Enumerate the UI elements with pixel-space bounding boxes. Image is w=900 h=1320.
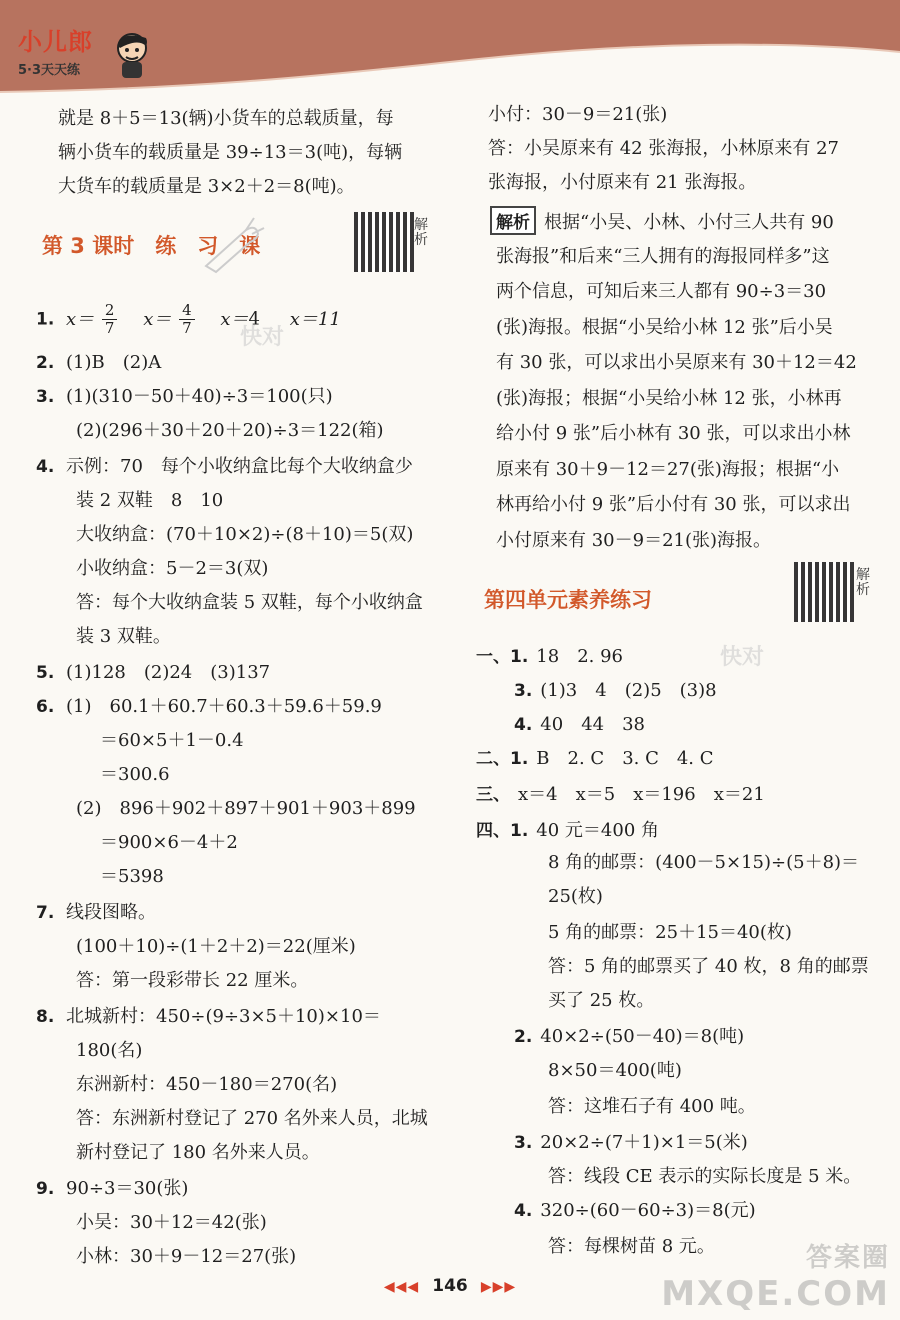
question-number: 三、 [476, 785, 510, 805]
right-text-line: 小付：30－9＝21(张) [488, 104, 668, 125]
answer-text: ＝5398 [100, 866, 164, 887]
answer-value: x＝11 [289, 308, 341, 330]
analysis-text-line: (张)海报；根据“小吴给小林 12 张，小林再 [496, 387, 842, 409]
answer-text: 买了 25 枚。 [548, 990, 655, 1011]
answer-line [36, 348, 161, 374]
answer-line [36, 520, 413, 546]
question-number: 9. [36, 1179, 55, 1199]
analysis-text-line: 张海报”和后来“三人拥有的海报同样多”这 [496, 245, 830, 267]
answer-line [36, 794, 416, 820]
answer-text: 18 2. 96 [536, 646, 624, 667]
answer-line [36, 554, 268, 580]
answer-line [548, 952, 869, 978]
answer-text: ＝900×6－4＋2 [100, 832, 238, 853]
answer-line [36, 588, 423, 614]
answer-text: 小林：30＋9－12＝27(张) [76, 1246, 297, 1267]
x-var: x＝ [66, 308, 95, 330]
brand-logo [18, 22, 93, 78]
left-text-line: 辆小货车的载质量是 39÷13＝3(吨)，每辆 [58, 142, 403, 163]
answer-value: 4 [248, 308, 260, 330]
answer-text: 8 角的邮票：(400－5×15)÷(5＋8)＝ [548, 852, 860, 873]
answer-line [36, 862, 164, 888]
answer-text: 答：这堆石子有 400 吨。 [548, 1096, 756, 1117]
answer-text: 答：线段 CE 表示的实际长度是 5 米。 [548, 1166, 862, 1187]
denominator: 7 [104, 319, 115, 337]
question-number: 3. [514, 1133, 533, 1153]
answer-line [548, 1162, 861, 1188]
analysis-text-line: 林再给小付 9 张”后小付有 30 张，可以求出 [496, 494, 851, 515]
answer-line [514, 1196, 756, 1222]
answer-line [36, 966, 308, 992]
answer-line [476, 780, 765, 806]
question-number: 四、1. [476, 821, 529, 841]
answer-text: 北城新村：450÷(9÷3×5＋10)×10＝ [66, 1006, 381, 1027]
question-number: 4. [514, 1201, 533, 1221]
analysis-first-line [490, 206, 834, 235]
question-number: 二、1. [476, 749, 529, 769]
answer-line [514, 676, 717, 702]
question-number: 2. [514, 1027, 533, 1047]
answer-text: 东洲新村：450－180＝270(名) [76, 1074, 338, 1095]
answer-text: 示例：70 每个小收纳盒比每个大收纳盒少 [66, 456, 413, 477]
numerator: 2 [102, 302, 118, 320]
watermark-url: MXQE.COM [661, 1274, 890, 1314]
answer-text: (1)B (2)A [66, 352, 162, 373]
analysis-text-line: (张)海报。根据“小吴给小林 12 张”后小吴 [496, 316, 833, 338]
answer-text: 答：第一段彩带长 22 厘米。 [76, 970, 309, 991]
question-number: 6. [36, 697, 55, 717]
answer-line [36, 1138, 320, 1164]
answer-text: (2)(296＋30＋20＋20)÷3＝122(箱) [76, 420, 384, 441]
qr-code-icon[interactable] [354, 212, 414, 272]
prev-page-arrows[interactable]: ◀◀◀ [383, 1279, 420, 1295]
answer-text: 40×2÷(50－40)＝8(吨) [540, 1026, 745, 1047]
answer-line [36, 1208, 267, 1234]
answer-line [548, 1056, 682, 1082]
answer-text: (1) 60.1＋60.7＋60.3＋59.6＋59.9 [66, 696, 382, 717]
fraction [102, 302, 118, 337]
question-number: 4. [514, 715, 533, 735]
answer-text: x＝4 x＝5 x＝196 x＝21 [518, 784, 765, 805]
answer-text: 答：东洲新村登记了 270 名外来人员，北城 [76, 1108, 428, 1129]
answer-line [476, 744, 714, 770]
watermark-answer: 答案圈 [805, 1243, 890, 1273]
answer-line [36, 898, 156, 924]
answer-text: 20×2÷(7＋1)×1＝5(米) [540, 1132, 748, 1153]
answer-text: 25(枚) [548, 886, 603, 907]
answer-line [476, 816, 659, 842]
answer-text: (1)128 (2)24 (3)137 [66, 662, 271, 683]
next-page-arrows[interactable]: ▶▶▶ [480, 1279, 517, 1295]
answer-line [36, 1070, 337, 1096]
x-var: x＝ [143, 308, 172, 330]
question-number: 2. [36, 353, 55, 373]
answer-text: 答：每个大收纳盒装 5 双鞋，每个小收纳盒 [76, 592, 423, 613]
brand-name: 小儿郎 [18, 28, 93, 56]
question-number: 4. [36, 457, 55, 477]
question-number: 3. [514, 681, 533, 701]
answer-line [548, 918, 792, 944]
answer-line [514, 1128, 748, 1154]
answer-text: ＝60×5＋1－0.4 [100, 730, 244, 751]
answer-text: 装 3 双鞋。 [76, 626, 171, 647]
answer-text: 新村登记了 180 名外来人员。 [76, 1142, 320, 1163]
answer-line [36, 828, 238, 854]
answer-line [548, 986, 654, 1012]
answer-text: 小收纳盒：5－2＝3(双) [76, 558, 269, 579]
analysis-text-line: 小付原来有 30－9＝21(张)海报。 [496, 529, 772, 551]
answer-line [36, 692, 382, 718]
question-number: 3. [36, 387, 55, 407]
analysis-text-line: 两个信息，可知后来三人都有 90÷3＝30 [496, 281, 827, 302]
answer-line [36, 1242, 296, 1268]
qr-label: 解析 [856, 567, 870, 598]
answer-line [36, 658, 270, 684]
page-number: 146 [432, 1276, 468, 1296]
question-1 [36, 302, 341, 337]
right-text-line: 答：小吴原来有 42 张海报，小林原来有 27 [488, 138, 839, 159]
answer-text: ＝300.6 [100, 764, 170, 785]
answer-line [514, 710, 645, 736]
brand-subtitle: 5·3天天练 [18, 63, 81, 78]
answer-text: 大收纳盒：(70＋10×2)÷(8＋10)＝5(双) [76, 524, 414, 545]
watermark-kuaidui: 快对 [240, 325, 285, 350]
x-var: x＝ [220, 308, 249, 330]
analysis-tag: 解析 [490, 206, 536, 235]
answer-text: 小吴：30＋12＝42(张) [76, 1212, 267, 1233]
answer-text: (1)3 4 (2)5 (3)8 [540, 680, 717, 701]
numerator: 4 [179, 302, 195, 320]
question-number: 7. [36, 903, 55, 923]
watermark-kuaidui: 快对 [720, 645, 765, 670]
mascot-icon [112, 30, 152, 80]
qr-code-icon[interactable] [794, 562, 854, 622]
answer-line [36, 1174, 188, 1200]
fraction [179, 302, 195, 337]
question-number: 5. [36, 663, 55, 683]
answer-line [36, 932, 356, 958]
answer-line [548, 848, 859, 874]
answer-line [36, 416, 384, 442]
analysis-text-line: 根据“小吴、小林、小付三人共有 90 [544, 212, 834, 233]
carrot-icon [196, 216, 266, 276]
answer-text: (2) 896＋902＋897＋901＋903＋899 [76, 798, 416, 819]
question-number: 一、1. [476, 647, 529, 667]
answer-line [548, 882, 603, 908]
answer-line [36, 486, 223, 512]
answer-line [36, 622, 171, 648]
answer-line [36, 1104, 428, 1130]
answer-line [36, 452, 413, 478]
right-text-line: 张海报，小付原来有 21 张海报。 [488, 172, 757, 193]
question-number: 8. [36, 1007, 55, 1027]
left-text-line: 就是 8＋5＝13(辆)小货车的总载质量，每 [58, 108, 394, 129]
answer-text: B 2. C 3. C 4. C [536, 748, 714, 769]
answer-text: 90÷3＝30(张) [66, 1178, 189, 1199]
analysis-text-line: 给小付 9 张”后小林有 30 张，可以求出小林 [496, 423, 851, 444]
answer-line [514, 1022, 744, 1048]
answer-text: 装 2 双鞋 8 10 [76, 490, 224, 511]
denominator: 7 [182, 319, 192, 337]
answer-line [548, 1092, 756, 1118]
answer-line [36, 726, 244, 752]
answer-line [36, 760, 170, 786]
qr-label: 解析 [414, 217, 428, 248]
analysis-text-line: 有 30 张，可以求出小吴原来有 30＋12＝42 [496, 352, 857, 373]
analysis-text-line: 原来有 30＋9－12＝27(张)海报；根据“小 [496, 458, 840, 480]
answer-line [476, 642, 623, 668]
answer-line [36, 1036, 142, 1062]
section-title-lesson3: 第 3 课时 练 习 课 [42, 234, 261, 258]
answer-line [36, 382, 333, 408]
answer-text: 8×50＝400(吨) [548, 1060, 682, 1081]
answer-text: (100＋10)÷(1＋2＋2)＝22(厘米) [76, 936, 356, 957]
answer-line [36, 1002, 381, 1028]
section-title-unit4: 第四单元素养练习 [484, 588, 652, 612]
left-text-line: 大货车的载质量是 3×2＋2＝8(吨)。 [58, 176, 355, 197]
answer-text: 40 元＝400 角 [536, 820, 660, 841]
answer-text: 180(名) [76, 1040, 143, 1061]
answer-text: 5 角的邮票：25＋15＝40(枚) [548, 922, 792, 943]
answer-text: 320÷(60－60÷3)＝8(元) [540, 1200, 756, 1221]
answer-text: 答：每棵树苗 8 元。 [548, 1236, 715, 1257]
answer-text: 答：5 角的邮票买了 40 枚，8 角的邮票 [548, 956, 869, 977]
watermark-site [661, 1237, 890, 1314]
answer-text: (1)(310－50＋40)÷3＝100(只) [66, 386, 333, 407]
answer-text: 40 44 38 [540, 714, 646, 735]
answer-text: 线段图略。 [66, 902, 156, 923]
question-number: 1. [36, 309, 55, 330]
